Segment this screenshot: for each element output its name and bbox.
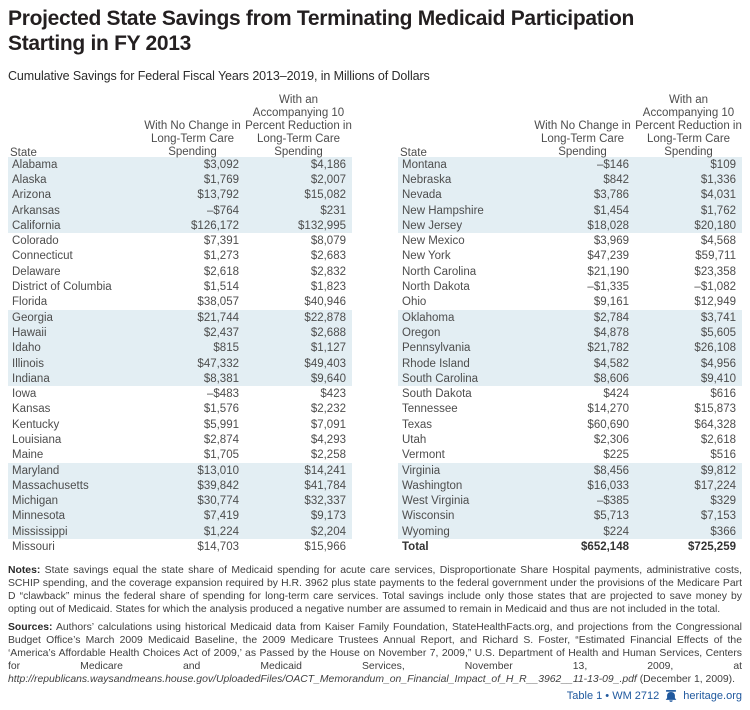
with-reduction-value: $9,812 <box>700 464 736 477</box>
state-name: District of Columbia <box>12 281 112 294</box>
no-change-value: $13,792 <box>197 189 239 202</box>
table-row <box>398 371 742 386</box>
with-reduction-value: $109 <box>710 158 736 171</box>
no-change-value: $2,784 <box>593 311 629 324</box>
table-row <box>8 402 352 417</box>
table-row <box>8 310 352 325</box>
state-name: Iowa <box>12 388 37 401</box>
table-row <box>398 417 742 432</box>
with-reduction-value: $1,127 <box>310 342 346 355</box>
state-name: Massachusetts <box>12 479 89 492</box>
with-reduction-value: $2,258 <box>310 449 346 462</box>
no-change-value: $21,782 <box>587 342 629 355</box>
sources-date: (December 1, 2009). <box>636 674 736 686</box>
with-reduction-value: $4,568 <box>700 235 736 248</box>
state-name: North Dakota <box>402 281 470 294</box>
sources <box>8 621 742 687</box>
state-name: Kansas <box>12 403 51 416</box>
with-reduction-value: $5,605 <box>700 326 736 339</box>
no-change-value: $13,010 <box>197 464 239 477</box>
with-reduction-value: $231 <box>320 204 346 217</box>
with-reduction-value: $49,403 <box>304 357 346 370</box>
no-change-value: $652,148 <box>581 541 629 554</box>
table-row <box>8 494 352 509</box>
no-change-value: $1,705 <box>203 449 239 462</box>
table-row <box>8 249 352 264</box>
table-row <box>398 295 742 310</box>
state-name: Alaska <box>12 173 47 186</box>
with-reduction-value: $132,995 <box>298 219 346 232</box>
state-name: Total <box>402 541 429 554</box>
left-table <box>8 94 352 555</box>
state-name: Missouri <box>12 541 55 554</box>
state-name: Pennsylvania <box>402 342 471 355</box>
with-reduction-value: $40,946 <box>304 296 346 309</box>
no-change-value: $39,842 <box>197 479 239 492</box>
state-name: Alabama <box>12 158 58 171</box>
with-reduction-value: $15,966 <box>304 541 346 554</box>
no-change-value: $14,703 <box>197 541 239 554</box>
sources-text: Authors’ calculations using historical Medicaid data from Kaiser Family Foundation, StateHealthFacts.org, and projections from the Congressional Budget Office’s March 2009 Medicaid Baseline, the 2009 Medicare Trustees Annual Report, and Richard S. Foster, “Estimated Financial Effects of the ‘America’s Affordable Health Choices Act of 2009,’ as Passed by the House on November 7, 2009,” U.S. Department of Health and Human Services, Centers for Medicare and Medicaid Services, November 13, 2009, at <box>8 621 742 673</box>
table-row <box>398 448 742 463</box>
with-reduction-value: $26,108 <box>694 342 736 355</box>
right-table-header <box>398 94 742 157</box>
no-change-value: $30,774 <box>197 495 239 508</box>
state-name: New Mexico <box>402 235 465 248</box>
notes <box>8 564 742 617</box>
no-change-value: $5,991 <box>203 418 239 431</box>
with-reduction-value: $616 <box>710 388 736 401</box>
state-name: Ohio <box>402 296 427 309</box>
state-name: Connecticut <box>12 250 73 263</box>
with-reduction-value: $64,328 <box>694 418 736 431</box>
state-name: Minnesota <box>12 510 66 523</box>
table-row <box>398 279 742 294</box>
no-change-value: $9,161 <box>593 296 629 309</box>
table-row <box>398 356 742 371</box>
table-row <box>398 203 742 218</box>
with-reduction-value: $1,336 <box>700 173 736 186</box>
no-change-value: $3,786 <box>593 189 629 202</box>
heritage-link[interactable]: heritage.org <box>683 689 742 702</box>
with-reduction-value: $1,823 <box>310 281 346 294</box>
with-reduction-value: $14,241 <box>304 464 346 477</box>
state-name: Illinois <box>12 357 44 370</box>
table-row <box>8 478 352 493</box>
state-name: North Carolina <box>402 265 477 278</box>
table-row <box>8 463 352 478</box>
table-row <box>8 295 352 310</box>
table-reference: Table 1 • WM 2712 <box>566 689 660 702</box>
state-name: California <box>12 219 61 232</box>
with-reduction-value: $4,293 <box>310 433 346 446</box>
column-header-no-change: With No Change in Long-Term Care Spending <box>534 120 631 158</box>
no-change-value: $3,092 <box>203 158 239 171</box>
table-row <box>8 341 352 356</box>
table-row <box>8 203 352 218</box>
with-reduction-value: $2,683 <box>310 250 346 263</box>
with-reduction-value: $2,618 <box>700 433 736 446</box>
state-name: Maine <box>12 449 44 462</box>
state-name: Oklahoma <box>402 311 455 324</box>
state-name: New Jersey <box>402 219 463 232</box>
state-name: Nebraska <box>402 173 452 186</box>
no-change-value: $7,391 <box>203 235 239 248</box>
column-header-with-reduction: With an Accompanying 10 Percent Reduction in Long-Term Care Spending <box>635 94 742 158</box>
with-reduction-value: $9,640 <box>310 372 346 385</box>
footer <box>8 690 742 702</box>
with-reduction-value: $12,949 <box>694 296 736 309</box>
no-change-value: –$146 <box>597 158 629 171</box>
state-name: Delaware <box>12 265 61 278</box>
heritage-bell-icon <box>664 690 678 702</box>
with-reduction-value: $423 <box>320 388 346 401</box>
left-table-header <box>8 94 352 157</box>
state-name: Montana <box>402 158 447 171</box>
with-reduction-value: $1,762 <box>700 204 736 217</box>
table-row <box>8 172 352 187</box>
state-name: New York <box>402 250 451 263</box>
table-row <box>8 524 352 539</box>
table-row <box>8 448 352 463</box>
table-row <box>8 386 352 401</box>
table-row <box>398 509 742 524</box>
right-table-body <box>398 157 742 555</box>
right-table <box>398 94 742 555</box>
no-change-value: –$1,335 <box>587 281 629 294</box>
state-name: Rhode Island <box>402 357 470 370</box>
no-change-value: –$764 <box>207 204 239 217</box>
no-change-value: $1,514 <box>203 281 239 294</box>
with-reduction-value: $9,173 <box>310 510 346 523</box>
column-header-no-change: With No Change in Long-Term Care Spending <box>144 120 241 158</box>
notes-label: Notes: <box>8 564 41 576</box>
no-change-value: $2,306 <box>593 433 629 446</box>
with-reduction-value: $20,180 <box>694 219 736 232</box>
no-change-value: $8,606 <box>593 372 629 385</box>
no-change-value: $126,172 <box>191 219 239 232</box>
left-table-body <box>8 157 352 555</box>
no-change-value: $2,618 <box>203 265 239 278</box>
with-reduction-value: $15,082 <box>304 189 346 202</box>
table-row <box>8 417 352 432</box>
state-name: West Virginia <box>402 495 470 508</box>
page-title <box>8 6 742 56</box>
table-row <box>8 188 352 203</box>
with-reduction-value: $2,204 <box>310 525 346 538</box>
state-name: South Carolina <box>402 372 479 385</box>
state-name: Kentucky <box>12 418 60 431</box>
column-header-state: State <box>10 147 37 159</box>
table-row <box>8 539 352 554</box>
sources-label: Sources: <box>8 621 53 633</box>
table-row <box>8 356 352 371</box>
no-change-value: $224 <box>603 525 629 538</box>
with-reduction-value: $15,873 <box>694 403 736 416</box>
with-reduction-value: $9,410 <box>700 372 736 385</box>
table-row <box>398 157 742 172</box>
state-name: Florida <box>12 296 48 309</box>
state-name: Texas <box>402 418 433 431</box>
page-title-line1: Projected State Savings from Terminating Medicaid Participation <box>8 7 635 30</box>
table-row <box>398 188 742 203</box>
with-reduction-value: $366 <box>710 525 736 538</box>
table-row <box>398 264 742 279</box>
state-name: Mississippi <box>12 525 68 538</box>
no-change-value: $2,437 <box>203 326 239 339</box>
with-reduction-value: $23,358 <box>694 265 736 278</box>
no-change-value: $8,456 <box>593 464 629 477</box>
savings-table <box>8 94 742 555</box>
with-reduction-value: $516 <box>710 449 736 462</box>
no-change-value: $7,419 <box>203 510 239 523</box>
state-name: Vermont <box>402 449 445 462</box>
table-row <box>398 463 742 478</box>
no-change-value: $815 <box>213 342 239 355</box>
no-change-value: $47,239 <box>587 250 629 263</box>
state-name: Tennessee <box>402 403 458 416</box>
state-name: Louisiana <box>12 433 62 446</box>
with-reduction-value: $329 <box>710 495 736 508</box>
no-change-value: $21,190 <box>587 265 629 278</box>
table-row <box>398 249 742 264</box>
with-reduction-value: $4,031 <box>700 189 736 202</box>
no-change-value: $1,576 <box>203 403 239 416</box>
no-change-value: $8,381 <box>203 372 239 385</box>
no-change-value: –$483 <box>207 388 239 401</box>
with-reduction-value: $7,091 <box>310 418 346 431</box>
column-header-with-reduction: With an Accompanying 10 Percent Reduction in Long-Term Care Spending <box>245 94 352 158</box>
with-reduction-value: $22,878 <box>304 311 346 324</box>
with-reduction-value: $725,259 <box>688 541 736 554</box>
state-name: Wisconsin <box>402 510 455 523</box>
with-reduction-value: $3,741 <box>700 311 736 324</box>
with-reduction-value: $8,079 <box>310 235 346 248</box>
with-reduction-value: $4,956 <box>700 357 736 370</box>
table-subtitle: Cumulative Savings for Federal Fiscal Years 2013–2019, in Millions of Dollars <box>8 69 430 83</box>
state-name: Colorado <box>12 235 59 248</box>
no-change-value: $2,874 <box>203 433 239 446</box>
state-name: Washington <box>402 479 463 492</box>
with-reduction-value: $4,186 <box>310 158 346 171</box>
table-row <box>398 325 742 340</box>
state-name: Hawaii <box>12 326 47 339</box>
table-row <box>8 157 352 172</box>
state-name: Oregon <box>402 326 441 339</box>
state-name: New Hampshire <box>402 204 484 217</box>
table-row <box>398 402 742 417</box>
with-reduction-value: $2,232 <box>310 403 346 416</box>
table-row <box>398 432 742 447</box>
no-change-value: $60,690 <box>587 418 629 431</box>
state-name: Arizona <box>12 189 51 202</box>
no-change-value: $4,582 <box>593 357 629 370</box>
with-reduction-value: $7,153 <box>700 510 736 523</box>
state-name: Maryland <box>12 464 60 477</box>
no-change-value: $16,033 <box>587 479 629 492</box>
state-name: Virginia <box>402 464 441 477</box>
table-row <box>398 494 742 509</box>
table-row <box>398 233 742 248</box>
source-url-link[interactable]: http://republicans.waysandmeans.house.gov/UploadedFiles/OACT_Memorandum_on_Financial_Impact_of_H_R__3962__11-13-09_.pdf <box>8 674 637 686</box>
state-name: Utah <box>402 433 427 446</box>
no-change-value: $38,057 <box>197 296 239 309</box>
notes-text: State savings equal the state share of Medicaid spending for acute care services, Disproportionate Share Hospital payments, administrative costs, SCHIP spending, and the coverage expansion required by H.R. 3962 plus state payments to the federal government under the provisions of the Medicare Part D “clawback” minus the federal share of spending for long-term care services. Total savings include only those states that are projected to save money by opting out of Medicaid. States for which the analysis produced a negative number are assumed to remain in Medicaid and thus are not included in the total. <box>8 564 742 616</box>
column-header-state: State <box>400 147 427 159</box>
table-row <box>8 218 352 233</box>
with-reduction-value: $2,832 <box>310 265 346 278</box>
state-name: Georgia <box>12 311 53 324</box>
no-change-value: $4,878 <box>593 326 629 339</box>
no-change-value: $1,273 <box>203 250 239 263</box>
state-name: Michigan <box>12 495 59 508</box>
state-name: Arkansas <box>12 204 60 217</box>
no-change-value: $424 <box>603 388 629 401</box>
with-reduction-value: $2,007 <box>310 173 346 186</box>
no-change-value: $1,769 <box>203 173 239 186</box>
table-row <box>398 310 742 325</box>
with-reduction-value: $59,711 <box>695 250 736 263</box>
no-change-value: $21,744 <box>197 311 239 324</box>
no-change-value: $18,028 <box>587 219 629 232</box>
table-row <box>398 386 742 401</box>
with-reduction-value: $17,224 <box>694 479 736 492</box>
table-row <box>398 524 742 539</box>
table-row <box>8 432 352 447</box>
no-change-value: $842 <box>603 173 629 186</box>
table-row <box>8 509 352 524</box>
no-change-value: $1,454 <box>593 204 629 217</box>
no-change-value: –$385 <box>597 495 629 508</box>
with-reduction-value: $2,688 <box>310 326 346 339</box>
table-row <box>8 264 352 279</box>
with-reduction-value: $41,784 <box>304 479 346 492</box>
no-change-value: $47,332 <box>197 357 239 370</box>
no-change-value: $225 <box>603 449 629 462</box>
no-change-value: $3,969 <box>593 235 629 248</box>
state-name: Wyoming <box>402 525 450 538</box>
no-change-value: $1,224 <box>203 525 239 538</box>
no-change-value: $14,270 <box>587 403 629 416</box>
page-title-line2: Starting in FY 2013 <box>8 32 191 55</box>
table-row <box>8 279 352 294</box>
state-name: Indiana <box>12 372 50 385</box>
table-row <box>8 233 352 248</box>
with-reduction-value: –$1,082 <box>694 281 736 294</box>
with-reduction-value: $32,337 <box>304 495 346 508</box>
state-name: South Dakota <box>402 388 472 401</box>
table-row <box>398 478 742 493</box>
table-row <box>398 172 742 187</box>
table-row <box>398 539 742 554</box>
state-name: Nevada <box>402 189 442 202</box>
table-row <box>398 218 742 233</box>
table-row <box>8 371 352 386</box>
table-row <box>398 341 742 356</box>
table-row <box>8 325 352 340</box>
state-name: Idaho <box>12 342 41 355</box>
no-change-value: $5,713 <box>593 510 629 523</box>
